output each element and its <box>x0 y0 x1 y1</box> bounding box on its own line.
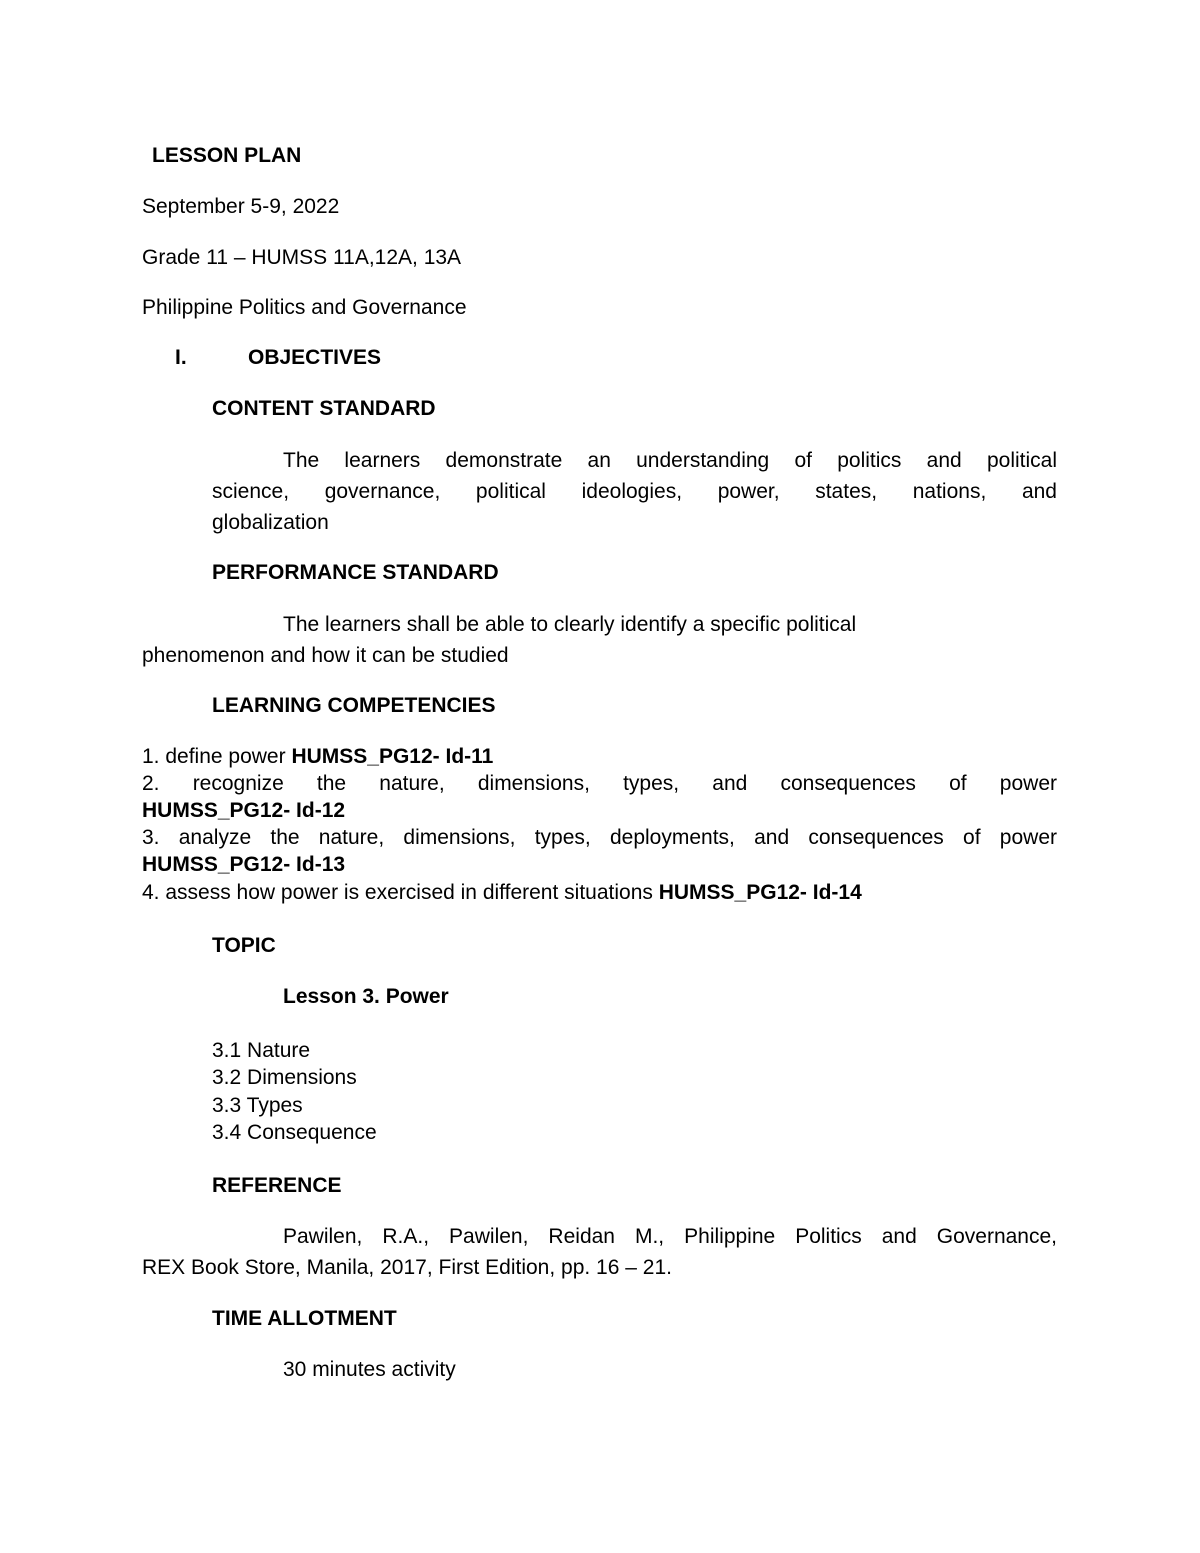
topic-heading: TOPIC <box>212 934 276 957</box>
reference-line-1: Pawilen, R.A., Pawilen, Reidan M., Philippine Politics and Governance, <box>283 1225 1057 1248</box>
content-standard-line-1: The learners demonstrate an understanding of politics and political <box>283 449 1057 472</box>
content-standard-line-3: globalization <box>212 511 329 534</box>
competency-code: HUMSS_PG12- Id-11 <box>291 745 494 768</box>
performance-standard-heading: PERFORMANCE STANDARD <box>212 561 499 584</box>
lesson-plan-title: LESSON PLAN <box>152 144 302 167</box>
reference-line-2: REX Book Store, Manila, 2017, First Edition, pp. 16 – 21. <box>142 1256 672 1279</box>
subtopic-item: 3.2 Dimensions <box>212 1066 357 1089</box>
competency-text: 4. assess how power is exercised in different situations <box>142 881 653 904</box>
competency-item-2-text: 2. recognize the nature, dimensions, types, and consequences of power <box>142 772 1057 795</box>
time-allotment-heading: TIME ALLOTMENT <box>212 1307 397 1330</box>
competency-item-3-text: 3. analyze the nature, dimensions, types, deployments, and consequences of power <box>142 826 1057 849</box>
content-standard-heading: CONTENT STANDARD <box>212 397 436 420</box>
grade-section: Grade 11 – HUMSS 11A,12A, 13A <box>142 246 462 269</box>
lesson-title: Lesson 3. Power <box>283 985 449 1008</box>
content-standard-line-2: science, governance, political ideologies, power, states, nations, and <box>212 480 1057 503</box>
competency-item-4 <box>142 879 862 906</box>
objectives-numeral: I. <box>175 346 187 369</box>
lesson-date: September 5-9, 2022 <box>142 195 340 218</box>
reference-heading: REFERENCE <box>212 1174 342 1197</box>
subtopic-item: 3.4 Consequence <box>212 1121 377 1144</box>
competency-item-2-code: HUMSS_PG12- Id-12 <box>142 799 346 822</box>
time-allotment-value: 30 minutes activity <box>283 1358 456 1381</box>
subject-name: Philippine Politics and Governance <box>142 296 467 319</box>
performance-standard-line-1: The learners shall be able to clearly identify a specific political <box>283 613 857 636</box>
performance-standard-line-2: phenomenon and how it can be studied <box>142 644 509 667</box>
objectives-heading: OBJECTIVES <box>248 346 382 369</box>
subtopic-item: 3.3 Types <box>212 1094 303 1117</box>
learning-competencies-heading: LEARNING COMPETENCIES <box>212 694 496 717</box>
competency-item-3-code: HUMSS_PG12- Id-13 <box>142 853 346 876</box>
subtopic-item: 3.1 Nature <box>212 1039 311 1062</box>
competency-code: HUMSS_PG12- Id-14 <box>658 881 862 904</box>
competency-text: 1. define power <box>142 745 286 768</box>
competency-item-1 <box>142 743 493 770</box>
